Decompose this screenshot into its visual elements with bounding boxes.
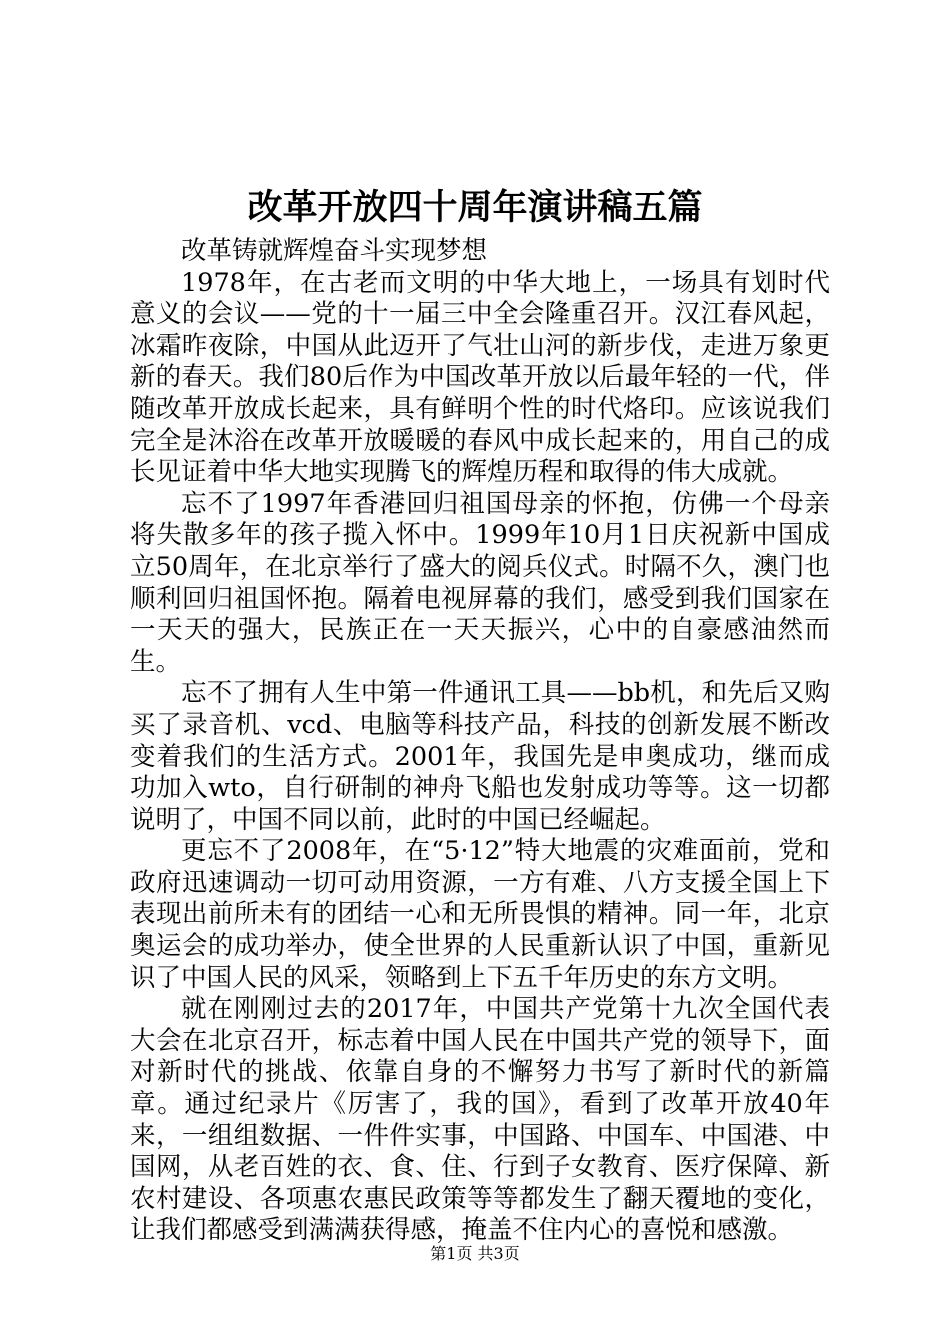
page-footer: 第1页 共3页 — [430, 1244, 520, 1263]
document-title: 改革开放四十周年演讲稿五篇 — [247, 187, 703, 228]
body-paragraph: 更忘不了2008年，在“5·12”特大地震的灾难面前，党和政府迅速调动一切可动用资源，一方有难、八方支援全国上下表现出前所未有的团结一心和无所畏惧的精神。同一年，北京奥运会的成功举办，使全世界的人民重新认识了中国，重新见识了中国人民的风采，领略到上下五千年历史的东方文明。 — [130, 836, 830, 993]
body-paragraph: 忘不了拥有人生中第一件通讯工具——bb机，和先后又购买了录音机、vcd、电脑等科技产品，科技的创新发展不断改变着我们的生活方式。2001年，我国先是申奥成功，继而成功加入wto，自行研制的神舟飞船也发射成功等等。这一切都说明了，中国不同以前，此时的中国已经崛起。 — [130, 678, 830, 835]
document-body — [130, 236, 830, 1247]
body-paragraph: 1978年，在古老而文明的中华大地上，一场具有划时代意义的会议——党的十一届三中全会隆重召开。汉江春风起，冰霜昨夜除，中国从此迈开了气壮山河的新步伐，走进万象更新的春天。我们80后作为中国改革开放以后最年轻的一代，伴随改革开放成长起来，具有鲜明个性的时代烙印。应该说我们完全是沐浴在改革开放暖暖的春风中成长起来的，用自己的成长见证着中华大地实现腾飞的辉煌历程和取得的伟大成就。 — [130, 267, 830, 488]
body-paragraph: 就在刚刚过去的2017年，中国共产党第十九次全国代表大会在北京召开，标志着中国人民在中国共产党的领导下，面对新时代的挑战、依靠自身的不懈努力书写了新时代的新篇章。通过纪录片《厉害了，我的国》，看到了改革开放40年来，一组组数据、一件件实事，中国路、中国车、中国港、中国网，从老百姓的衣、食、住、行到子女教育、医疗保障、新农村建设、各项惠农惠民政策等等都发生了翻天覆地的变化，让我们都感受到满满获得感，掩盖不住内心的喜悦和感激。 — [130, 994, 830, 1246]
subtitle-paragraph: 改革铸就辉煌奋斗实现梦想 — [181, 236, 488, 266]
body-paragraph: 忘不了1997年香港回归祖国母亲的怀抱，仿佛一个母亲将失散多年的孩子揽入怀中。1999年10月1日庆祝新中国成立50周年，在北京举行了盛大的阅兵仪式。时隔不久，澳门也顺利回归祖国怀抱。隔着电视屏幕的我们，感受到我们国家在一天天的强大，民族正在一天天振兴，心中的自豪感油然而生。 — [130, 488, 830, 677]
